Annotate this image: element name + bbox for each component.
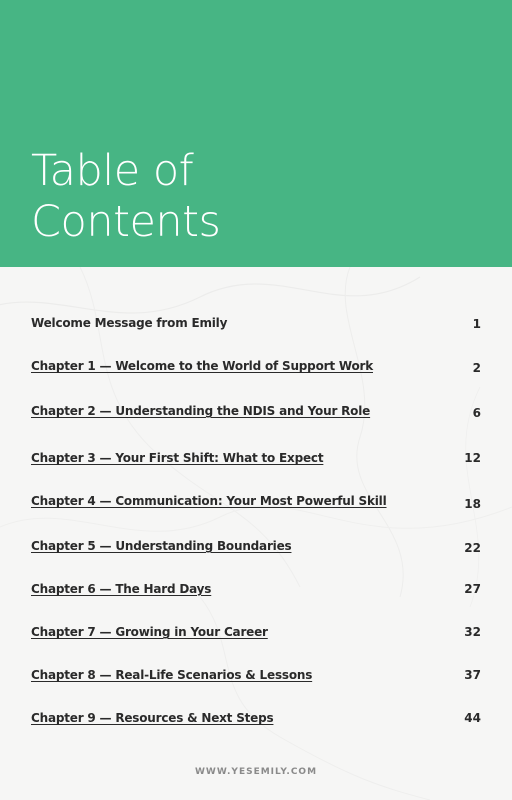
title-line-2: Contents [31, 197, 221, 247]
toc-entry-link[interactable]: Chapter 8 — Real-Life Scenarios & Lessons [31, 668, 313, 682]
toc-entry-page: 44 [464, 711, 481, 725]
toc-entry-page: 12 [464, 451, 481, 465]
toc-entry [31, 359, 481, 379]
header-banner [0, 0, 512, 267]
toc-entry [31, 625, 481, 645]
toc-entry-page: 22 [464, 541, 481, 555]
toc-entry [31, 451, 481, 471]
toc-entry-link[interactable]: Chapter 1 — Welcome to the World of Support Work [31, 359, 373, 373]
toc-entry-page: 27 [464, 582, 481, 596]
toc-entry-page: 1 [472, 317, 481, 331]
toc-entry-page: 6 [472, 406, 481, 420]
toc-entry [31, 668, 481, 688]
toc-entry-page: 32 [464, 625, 481, 639]
toc-entry [31, 582, 481, 602]
toc-entry-link[interactable]: Chapter 4 — Communication: Your Most Powerful Skill [31, 494, 387, 508]
toc-entry-link[interactable]: Chapter 5 — Understanding Boundaries [31, 539, 292, 553]
toc-entry-page: 18 [464, 497, 481, 511]
toc-entry-link[interactable]: Chapter 9 — Resources & Next Steps [31, 711, 274, 725]
toc-entry-page: 2 [472, 361, 481, 375]
toc-entry [31, 494, 481, 514]
toc-entry-link[interactable]: Chapter 6 — The Hard Days [31, 582, 212, 596]
toc-entry [31, 316, 481, 336]
title-line-1: Table of [31, 146, 194, 196]
toc-entry-page: 37 [464, 668, 481, 682]
toc-entry [31, 711, 481, 731]
toc-entry [31, 539, 481, 559]
toc-entry [31, 404, 481, 424]
toc-entry-label[interactable]: Welcome Message from Emily [31, 316, 228, 330]
page-title [31, 146, 331, 248]
footer-website[interactable]: WWW.YESEMILY.COM [194, 767, 318, 777]
toc-entry-link[interactable]: Chapter 7 — Growing in Your Career [31, 625, 268, 639]
toc-entry-link[interactable]: Chapter 3 — Your First Shift: What to Expect [31, 451, 324, 465]
toc-entry-link[interactable]: Chapter 2 — Understanding the NDIS and Your Role [31, 404, 371, 418]
